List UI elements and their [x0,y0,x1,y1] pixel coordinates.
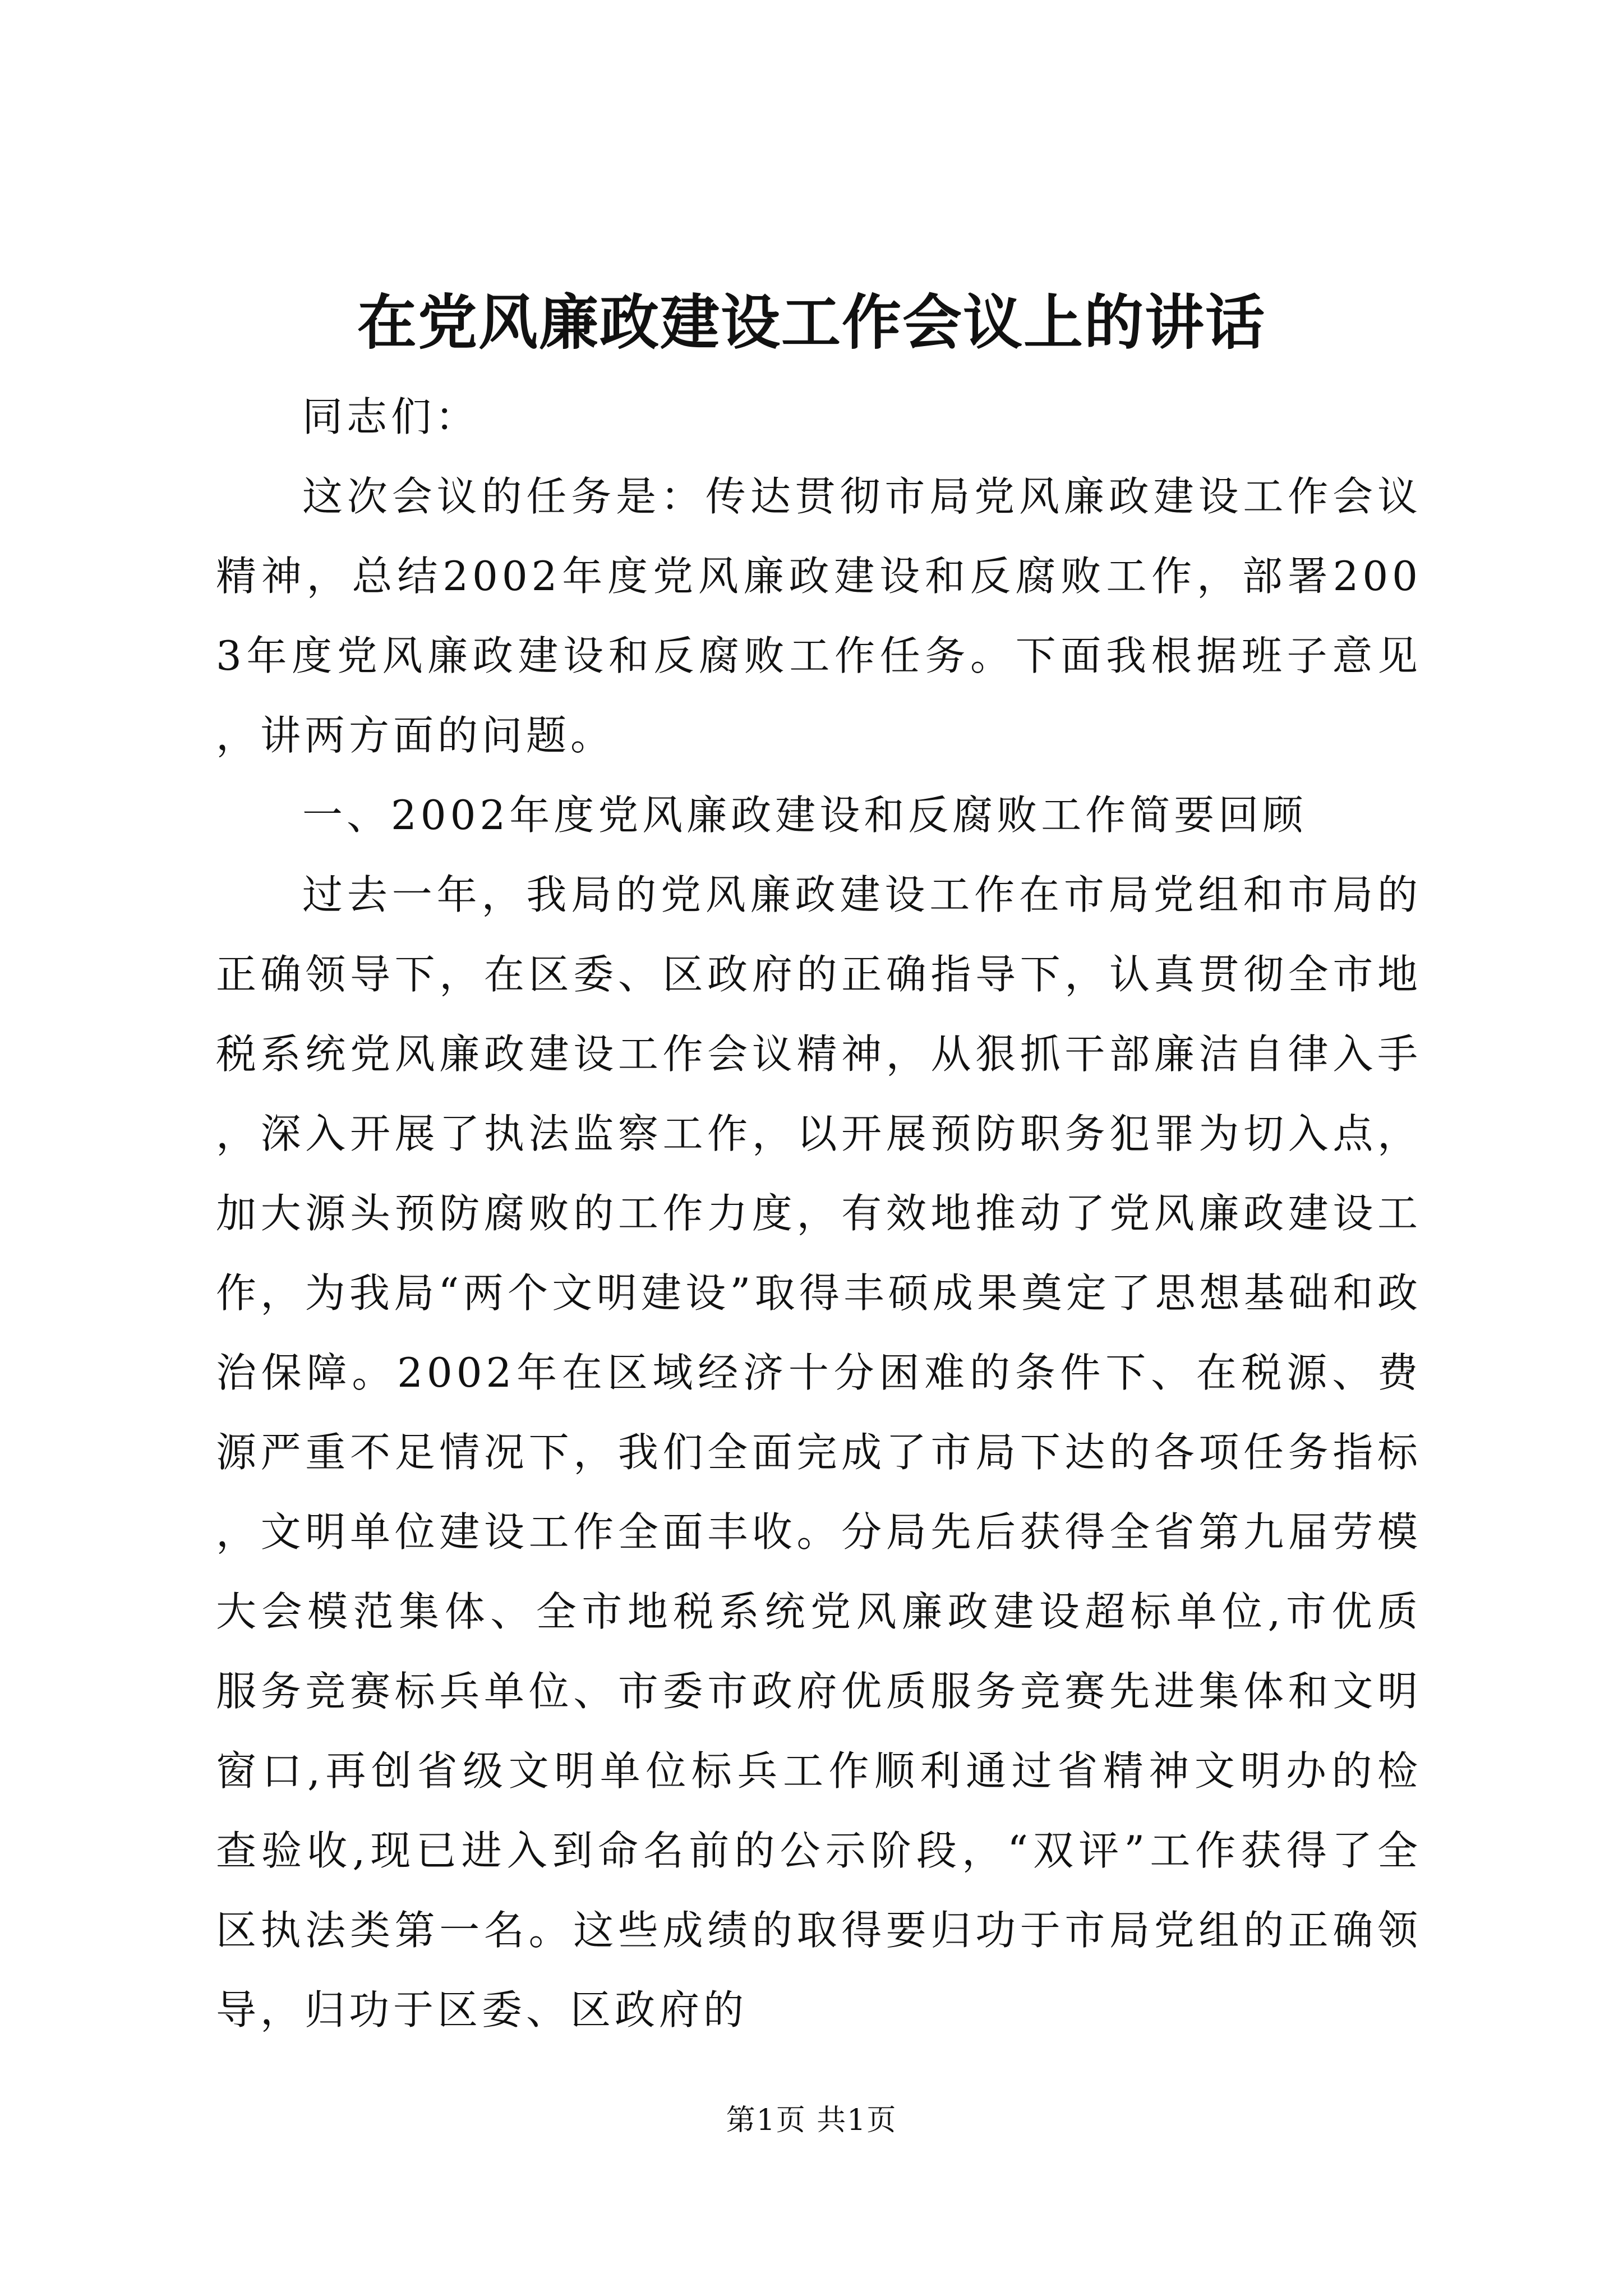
section-heading-review: 一、2002年度党风廉政建设和反腐败工作简要回顾 [302,792,1307,839]
page-footer: 第1页 共1页 [726,2104,897,2137]
paragraph-greeting: 同志们： [302,393,480,440]
document-title: 在党风廉政建设工作会议上的讲话 [357,287,1266,357]
document-body [216,377,1422,2050]
paragraph-review: 过去一年，我局的党风廉政建设工作在市局党组和市局的正确领导下，在区委、区政府的正确指导下，认真贯彻全市地税系统党风廉政建设工作会议精神，从狠抓干部廉洁自律入手，深入开展了执法监察工作，以开展预防职务犯罪为切入点，加大源头预防腐败的工作力度，有效地推动了党风廉政建设工作，为我局“两个文明建设”取得丰硕成果奠定了思想基础和政治保障。2002年在区域经济十分困难的条件下、在税源、费源严重不足情况下，我们全面完成了市局下达的各项任务指标，文明单位建设工作全面丰收。分局先后获得全省第九届劳模大会模范集体、全市地税系统党风廉政建设超标单位,市优质服务竞赛标兵单位、市委市政府优质服务竞赛先进集体和文明窗口,再创省级文明单位标兵工作顺利通过省精神文明办的检查验收,现已进入到命名前的公示阶段，“双评”工作获得了全区执法类第一名。这些成绩的取得要归功于市局党组的正确领导，归功于区委、区政府的 [216,871,1422,2033]
paragraph-meeting-task: 这次会议的任务是：传达贯彻市局党风廉政建设工作会议精神，总结2002年度党风廉政建设和反腐败工作，部署2003年度党风廉政建设和反腐败工作任务。下面我根据班子意见，讲两方面的问题。 [216,473,1422,759]
